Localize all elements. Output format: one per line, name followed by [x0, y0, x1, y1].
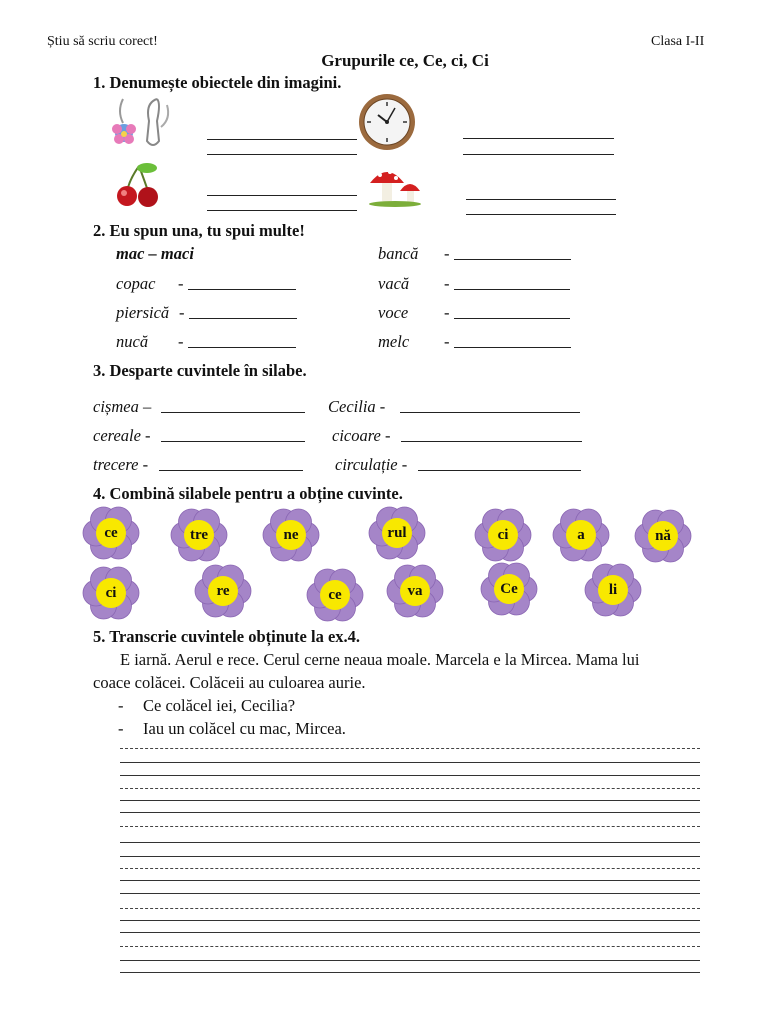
syllable-flower	[82, 504, 140, 562]
ex2-word: melc	[378, 332, 410, 351]
syllable-label: ce	[328, 587, 342, 603]
ex3-word: trecere -	[93, 455, 149, 474]
ex5-heading: 5. Transcrie cuvintele obținute la ex.4.	[93, 627, 361, 646]
syllable-flower	[82, 564, 140, 622]
earrings-icon	[105, 95, 177, 151]
ex2-word: copac	[116, 274, 156, 293]
syllable-label: tre	[189, 527, 209, 543]
syllable-label: Ce	[500, 581, 518, 597]
page-title: Grupurile ce, Ce, ci, Ci	[321, 51, 489, 70]
ex3-word: Cecilia -	[328, 397, 386, 416]
ex2-example: mac – maci	[116, 244, 194, 263]
syllable-flower	[262, 506, 320, 564]
ex4-heading: 4. Combină silabele pentru a obține cuvinte.	[93, 484, 403, 503]
ex3-heading: 3. Desparte cuvintele în silabe.	[93, 361, 307, 380]
syllable-label: re	[216, 583, 230, 599]
ex5-text-line1: E iarnă. Aerul e rece. Cerul cerne neaua moale. Marcela e la Mircea. Mama lui	[120, 650, 640, 669]
syllable-flower	[634, 507, 692, 565]
ex3-word: circulație -	[335, 455, 408, 474]
ex2-word: bancă	[378, 244, 419, 263]
syllable-label: nă	[655, 528, 671, 544]
ex5-dialog-line: Ce colăcel iei, Cecilia?	[143, 696, 296, 715]
syllable-flower	[306, 566, 364, 624]
header-left: Știu să scriu corect!	[47, 34, 158, 49]
syllable-label: li	[608, 582, 618, 598]
ex3-word: cicoare -	[332, 426, 391, 445]
mushrooms-icon	[368, 163, 422, 207]
syllable-label: a	[577, 527, 585, 543]
syllable-flower	[386, 562, 444, 620]
ex2-heading: 2. Eu spun una, tu spui multe!	[93, 221, 305, 240]
ex2-word: vacă	[378, 274, 410, 293]
header-right: Clasa I-II	[651, 34, 705, 49]
ex2-word: voce	[378, 303, 409, 322]
ex2-word: piersică	[116, 303, 170, 322]
syllable-flower	[170, 506, 228, 564]
syllable-flower	[552, 506, 610, 564]
syllable-flower	[480, 560, 538, 618]
syllable-flower	[584, 561, 642, 619]
cherries-icon	[115, 160, 161, 208]
ex5-dialog-line: Iau un colăcel cu mac, Mircea.	[143, 719, 346, 738]
syllable-flower	[474, 506, 532, 564]
syllable-flower	[194, 562, 252, 620]
syllable-label: ne	[283, 527, 299, 543]
syllable-flower	[368, 504, 426, 562]
syllable-label: ci	[497, 527, 509, 543]
clock-icon	[358, 93, 416, 151]
ex2-word: nucă	[116, 332, 149, 351]
ex5-text-line2: coace colăcei. Colăceii au culoarea aurie.	[93, 673, 366, 692]
syllable-label: ce	[104, 525, 118, 541]
syllable-label: va	[407, 583, 423, 599]
syllable-label: ci	[105, 585, 117, 601]
ex1-heading: 1. Denumește obiectele din imagini.	[93, 73, 342, 92]
ex3-word: cereale -	[93, 426, 151, 445]
syllable-label: rul	[387, 525, 407, 541]
ex3-word: cișmea –	[93, 397, 152, 416]
